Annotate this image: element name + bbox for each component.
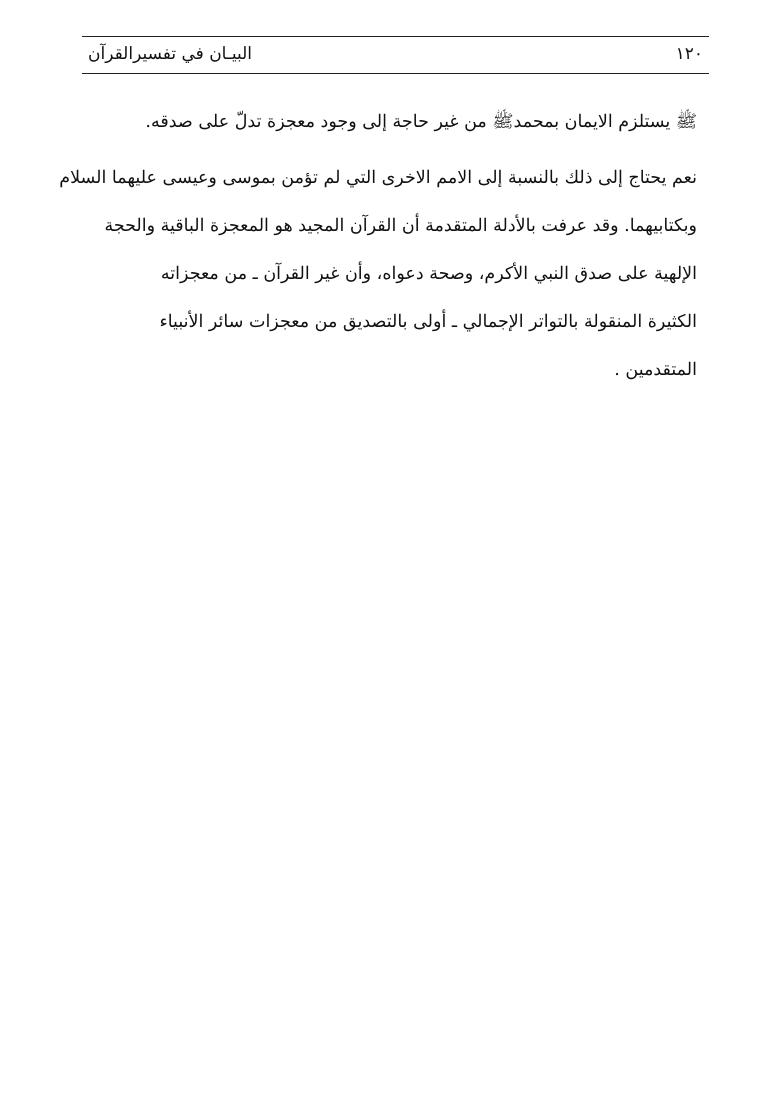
- book-title: البيـان في تفسيرالقرآن: [88, 44, 253, 64]
- text-line: الكثيرة المنقولة بالتواتر الإجمالي ـ أولى بالتصديق من معجزات سائر الأنبياء: [159, 312, 697, 332]
- running-header: [82, 36, 709, 74]
- body-text: [59, 98, 697, 394]
- text-line: وبكتابيهما. وقد عرفت بالأدلة المتقدمة أن القرآن المجيد هو المعجزة الباقية والحجة: [104, 216, 697, 236]
- text-line: ﷺ يستلزم الايمان بمحمدﷺ من غير حاجة إلى وجود معجزة تدلّ على صدقه.: [145, 112, 697, 132]
- page-number: ١٢٠: [675, 44, 703, 64]
- text-line: نعم يحتاج إلى ذلك بالنسبة إلى الامم الاخرى التي لم تؤمن بموسى وعيسى عليهما السلام: [59, 168, 697, 188]
- text-line: المتقدمين .: [614, 360, 697, 380]
- text-line: الإلهية على صدق النبي الأكرم، وصحة دعواه، وأن غير القرآن ـ من معجزاته: [160, 264, 697, 284]
